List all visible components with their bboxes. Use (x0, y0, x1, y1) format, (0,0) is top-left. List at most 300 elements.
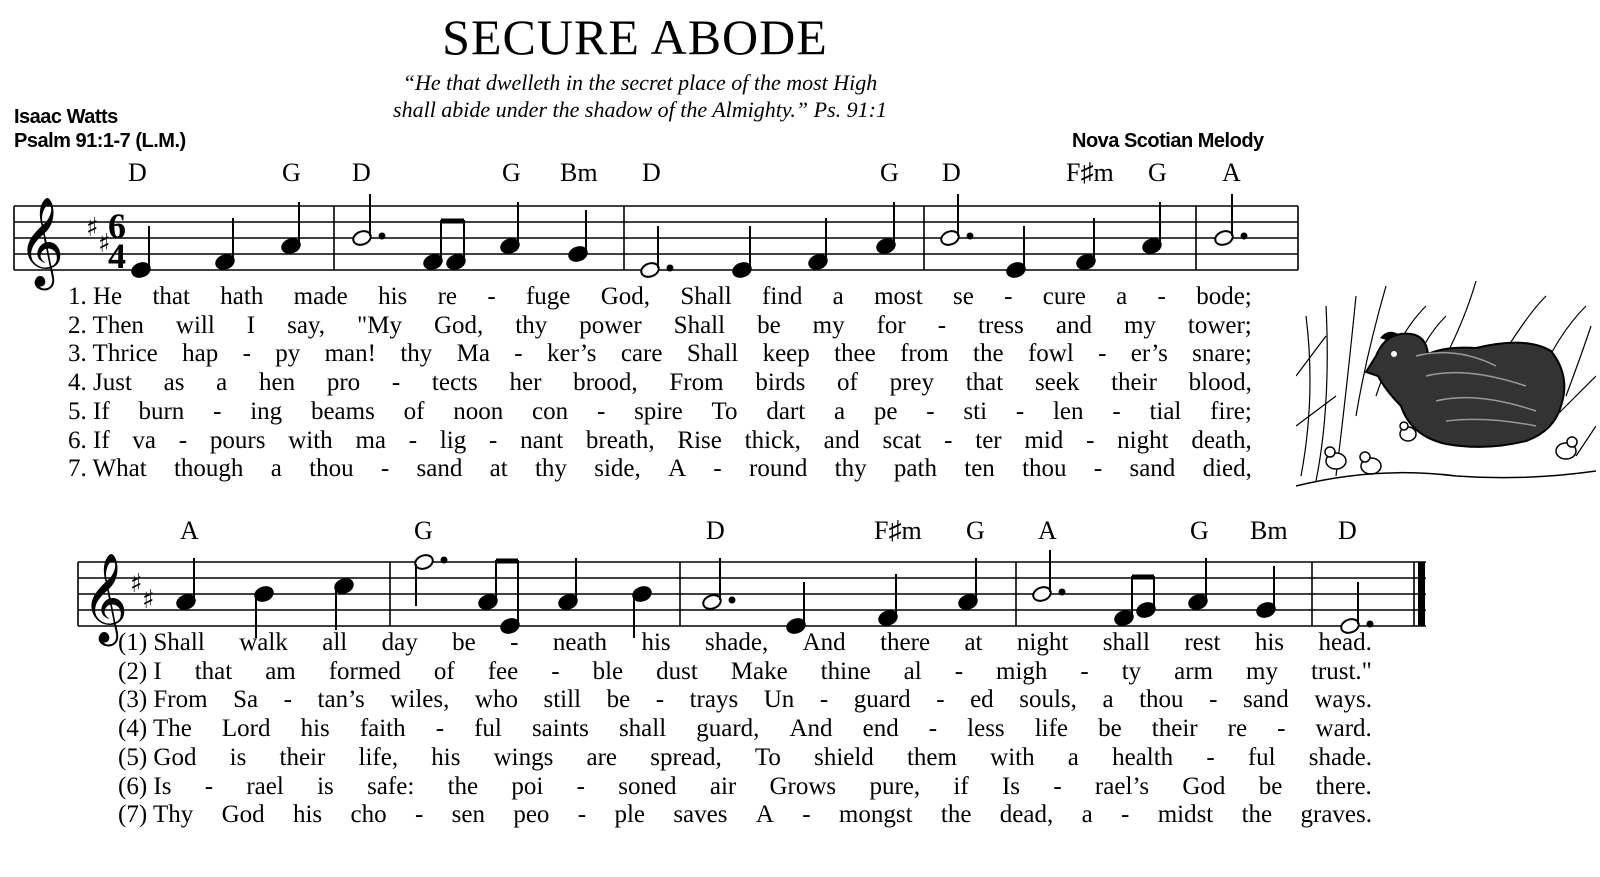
lyric-syllable: his (431, 743, 461, 771)
lyric-syllable: - (1209, 686, 1218, 714)
lyric-syllable: tects (431, 369, 478, 397)
time-signature-bottom: 4 (108, 236, 126, 276)
lyric-syllable: as (163, 369, 185, 397)
lyric-syllable: hap (182, 340, 219, 368)
lyric-syllable: se (953, 283, 974, 310)
lyric-syllable: - (435, 715, 445, 743)
lyric-syllable: thick, (744, 426, 801, 454)
chord-symbol: D (352, 158, 371, 187)
lyric-syllable: saves (673, 801, 728, 829)
lyric-syllable: who (474, 686, 518, 714)
lyric-syllable: ter (975, 426, 1002, 454)
lyric-syllable: fee (487, 657, 519, 685)
lyric-syllable: saints (531, 715, 589, 743)
lyric-syllable: ple (614, 801, 645, 829)
lyric-syllable: A (755, 801, 774, 829)
lyric-syllable: shade, (705, 629, 769, 656)
lyric-syllable: And (789, 715, 833, 743)
lyric-syllable: dust (656, 657, 698, 685)
lyric-syllable: tan’s (317, 686, 365, 714)
lyric-syllable: am (265, 657, 296, 685)
lyric-syllable: souls, (1019, 686, 1077, 714)
lyric-syllable: thou (309, 455, 354, 483)
lyric-syllable: man! (324, 340, 376, 368)
lyric-syllable: ward. (1315, 715, 1372, 743)
lyric-syllable: end (862, 715, 899, 743)
lyric-syllable: - (1086, 426, 1095, 454)
lyric-syllable: shall (1102, 629, 1150, 656)
lyric-syllable: And (802, 629, 846, 656)
chord-symbol: G (880, 158, 899, 187)
lyric-syllable: - (1053, 772, 1062, 800)
lyric-line (118, 744, 1372, 772)
chord-symbol: G (414, 516, 433, 545)
lyric-syllable: head. (1318, 629, 1372, 656)
lyric-syllable: his (1254, 629, 1285, 656)
lyric-syllable: shade. (1308, 743, 1372, 771)
hymn-title: SECURE ABODE (442, 9, 828, 65)
lyric-syllable: rael’s (1094, 772, 1150, 800)
lyric-syllable: - (802, 801, 811, 829)
lyric-syllable: his (378, 283, 408, 310)
lyric-syllable: pure, (869, 772, 921, 800)
lyric-syllable: for (876, 311, 906, 339)
lyric-syllable: 5. If (68, 397, 110, 425)
lyric-syllable: con (532, 397, 569, 425)
lyric-line (68, 369, 1252, 397)
lyric-syllable: is (229, 743, 247, 771)
lyric-syllable: guard, (696, 715, 760, 743)
lyric-syllable: re (1227, 715, 1248, 743)
chord-symbol: G (502, 158, 521, 187)
lyric-syllable: ten (964, 455, 995, 483)
lyric-syllable: ty (1121, 657, 1142, 685)
lyric-syllable: God, (433, 311, 484, 339)
lyric-syllable: Un (763, 686, 795, 714)
lyric-syllable: 1. He (68, 283, 123, 310)
lyric-syllable: her (509, 369, 542, 397)
lyric-syllable: er’s (1130, 340, 1168, 368)
lyric-syllable: and (1055, 311, 1092, 339)
lyric-syllable: that (965, 369, 1004, 397)
lyric-syllable: their (1111, 369, 1157, 397)
lyric-syllable: God (221, 801, 265, 829)
lyric-syllable: his (300, 715, 330, 743)
lyric-syllable: sen (451, 801, 485, 829)
lyric-syllable: - (204, 772, 214, 800)
lyric-syllable: A (668, 455, 687, 483)
lyric-syllable: birds (755, 369, 806, 397)
lyric-syllable: a (270, 455, 282, 483)
lyric-syllable: walk (239, 629, 288, 656)
lyric-syllable: say, (287, 311, 326, 339)
lyric-syllable: my (812, 311, 845, 339)
hen-with-chicks-illustration (1296, 276, 1596, 496)
lyric-syllable: fowl (1027, 340, 1074, 368)
lyric-syllable: - (242, 340, 251, 368)
lyric-syllable: scat (882, 426, 922, 454)
lyric-syllable: keep (762, 340, 810, 368)
lyric-syllable: 4. Just (68, 369, 132, 397)
lyric-syllable: of (837, 369, 858, 397)
lyric-syllable: peo (513, 801, 550, 829)
lyric-syllable: - (283, 686, 292, 714)
lyric-syllable: the (940, 801, 972, 829)
lyric-syllable: ways. (1314, 686, 1372, 714)
tune-credit: Nova Scotian Melody (1072, 130, 1264, 152)
lyric-syllable: fire; (1210, 397, 1252, 425)
lyric-syllable: fuge (525, 283, 571, 310)
lyric-syllable: safe: (367, 772, 415, 800)
lyric-syllable: spire (634, 397, 683, 425)
lyric-line (118, 801, 1372, 829)
lyric-syllable: dead, (999, 801, 1054, 829)
lyric-syllable: pro (326, 369, 361, 397)
lyric-syllable: poi (511, 772, 544, 800)
epigraph-line-2: shall abide under the shadow of the Almighty.” Ps. 91:1 (393, 97, 887, 122)
chord-symbol: A (1222, 158, 1241, 187)
lyric-syllable: migh (996, 657, 1048, 685)
lyric-syllable: From (669, 369, 724, 397)
lyric-syllable: be (452, 629, 476, 656)
lyric-syllable: my (1246, 657, 1278, 685)
lyric-syllable: - (1206, 743, 1215, 771)
lyric-syllable: - (489, 426, 498, 454)
lyric-syllable: noon (453, 397, 504, 425)
lyric-syllable: - (954, 657, 964, 685)
lyric-syllable: al (903, 657, 922, 685)
chord-symbol: Bm (560, 158, 598, 187)
lyric-syllable: thou (1022, 455, 1067, 483)
lyric-syllable: 6. If (68, 426, 110, 454)
lyric-syllable: rest (1184, 629, 1221, 656)
lyric-syllable: death, (1191, 426, 1252, 454)
lyric-syllable: I (246, 311, 256, 339)
lyric-syllable: - (1004, 283, 1013, 310)
lyric-syllable: life, (358, 743, 399, 771)
lyric-syllable: air (709, 772, 737, 800)
lyric-syllable: - (926, 397, 935, 425)
chord-symbol: F♯m (874, 516, 922, 545)
lyric-syllable: faith (359, 715, 406, 743)
lyric-syllable: Shall (686, 340, 739, 368)
lyric-syllable: tower; (1187, 311, 1252, 339)
lyric-line (118, 658, 1372, 686)
lyric-syllable: Sa (233, 686, 259, 714)
lyric-syllable: sti (963, 397, 988, 425)
lyric-syllable: trays (689, 686, 739, 714)
lyric-line (68, 283, 1252, 311)
lyric-syllable: - (514, 340, 523, 368)
lyric-syllable: blood, (1188, 369, 1252, 397)
lyric-syllable: guard (853, 686, 911, 714)
lyric-syllable: lig (439, 426, 467, 454)
lyric-syllable: ing (250, 397, 283, 425)
lyric-line (118, 773, 1372, 801)
lyric-syllable: died, (1202, 455, 1252, 483)
lyric-syllable: at (964, 629, 983, 656)
chord-symbol: D (1338, 516, 1357, 545)
lyric-syllable: To (711, 397, 738, 425)
lyric-syllable: find (762, 283, 803, 310)
chord-symbol: F♯m (1066, 158, 1114, 187)
lyric-syllable: if (953, 772, 969, 800)
lyric-syllable: - (380, 455, 390, 483)
lyric-syllable: his (641, 629, 671, 656)
chord-symbol: G (282, 158, 301, 187)
lyric-syllable: breath, (585, 426, 655, 454)
lyric-syllable: round (749, 455, 808, 483)
lyric-syllable: wings (493, 743, 554, 771)
lyric-syllable: - (1080, 657, 1089, 685)
chord-symbol: A (1038, 516, 1057, 545)
lyric-syllable: re (437, 283, 458, 310)
treble-clef-icon: 𝄞 (82, 553, 129, 643)
lyric-syllable: ed (970, 686, 994, 714)
lyric-syllable: "My (357, 311, 402, 339)
lyric-syllable: the (447, 772, 479, 800)
lyric-syllable: pe (873, 397, 898, 425)
lyric-syllable: (5) God (118, 743, 197, 771)
lyric-syllable: Grows (769, 772, 837, 800)
lyric-syllable: a (1067, 743, 1079, 771)
lyric-syllable: most (874, 283, 923, 310)
lyric-syllable: ful (474, 715, 502, 743)
lyric-syllable: nant (520, 426, 564, 454)
lyric-syllable: made (293, 283, 348, 310)
lyric-syllable: Is (1001, 772, 1021, 800)
lyric-syllable: formed (328, 657, 401, 685)
lyric-syllable: night (1016, 629, 1069, 656)
lyric-syllable: there (880, 629, 931, 656)
lyric-syllable: - (1015, 397, 1025, 425)
lyric-syllable: that (194, 657, 233, 685)
sharp-icon: ♯ (130, 569, 143, 599)
lyric-syllable: Rise (677, 426, 722, 454)
lyric-syllable: with (288, 426, 333, 454)
lyric-line (118, 629, 1372, 657)
lyric-line (68, 455, 1252, 483)
lyric-syllable: pours (209, 426, 266, 454)
chord-symbol: D (942, 158, 961, 187)
chord-symbol: D (642, 158, 661, 187)
lyric-syllable: - (414, 801, 424, 829)
lyric-syllable: at (489, 455, 508, 483)
treble-clef-icon: 𝄞 (18, 197, 65, 287)
lyric-line (118, 715, 1372, 743)
lyric-syllable: soned (618, 772, 677, 800)
lyric-syllable: mid (1024, 426, 1064, 454)
lyric-syllable: them (906, 743, 957, 771)
lyric-syllable: be (1098, 715, 1122, 743)
lyric-syllable: bode; (1196, 283, 1252, 310)
lyric-syllable: all (322, 629, 348, 656)
lyric-syllable: wiles, (390, 686, 450, 714)
lyric-syllable: thou (1139, 686, 1184, 714)
lyric-syllable: day (381, 629, 418, 656)
lyric-syllable: God, (600, 283, 651, 310)
chord-symbol: G (1148, 158, 1167, 187)
lyric-syllable: cure (1042, 283, 1086, 310)
lyric-syllable: - (944, 426, 953, 454)
lyric-syllable: will (175, 311, 215, 339)
lyric-syllable: - (1121, 801, 1130, 829)
lyric-syllable: that (152, 283, 190, 310)
lyric-syllable: - (577, 801, 587, 829)
lyric-syllable: - (655, 686, 665, 714)
lyric-syllable: is (317, 772, 334, 800)
lyric-syllable: graves. (1300, 801, 1372, 829)
lyric-syllable: Lord (221, 715, 271, 743)
lyric-syllable: ful (1247, 743, 1276, 771)
lyric-syllable: thy (515, 311, 548, 339)
lyric-syllable: - (178, 426, 188, 454)
scripture-credit: Psalm 91:1-7 (L.M.) (14, 130, 186, 152)
lyric-line (68, 312, 1252, 340)
lyric-syllable: tress (978, 311, 1024, 339)
lyric-syllable: - (408, 426, 418, 454)
lyric-syllable: tial (1149, 397, 1182, 425)
lyric-syllable: - (487, 283, 496, 310)
lyric-syllable: - (391, 369, 401, 397)
lyric-syllable: thy (834, 455, 867, 483)
lyric-syllable: cho (350, 801, 387, 829)
epigraph-line-1: “He that dwelleth in the secret place of the most High (402, 70, 878, 95)
lyric-syllable: 3. Thrice (68, 340, 158, 368)
lyric-syllable: brood, (573, 369, 638, 397)
lyric-syllable: Ma (456, 340, 490, 368)
lyric-syllable: neath (552, 629, 608, 656)
lyric-syllable: - (551, 657, 560, 685)
sharp-icon: ♯ (98, 229, 111, 259)
lyric-line (68, 340, 1252, 368)
lyric-syllable: - (928, 715, 938, 743)
lyric-syllable: sand (1242, 686, 1289, 714)
lyric-syllable: mongst (838, 801, 913, 829)
lyric-syllable: trust." (1310, 657, 1372, 685)
lyric-syllable: thy (534, 455, 567, 483)
author-credit: Isaac Watts (14, 106, 118, 128)
lyric-line (68, 427, 1252, 455)
chord-symbol: A (180, 516, 199, 545)
chord-symbol: D (128, 158, 147, 187)
lyric-syllable: rael (246, 772, 284, 800)
lyric-syllable: power (579, 311, 642, 339)
lyric-syllable: their (279, 743, 326, 771)
lyric-syllable: - (1112, 397, 1121, 425)
lyric-line (118, 686, 1372, 714)
lyric-syllable: (7) Thy (118, 801, 194, 829)
lyric-syllable: spread, (650, 743, 722, 771)
lyric-syllable: my (1123, 311, 1156, 339)
lyric-syllable: night (1117, 426, 1169, 454)
lyric-syllable: (6) Is (118, 772, 172, 800)
sharp-icon: ♯ (142, 585, 155, 615)
lyric-syllable: hath (220, 283, 264, 310)
lyric-syllable: with (990, 743, 1035, 771)
sharp-icon: ♯ (86, 213, 99, 243)
lyric-syllable: less (967, 715, 1005, 743)
lyric-syllable: - (576, 772, 585, 800)
lyric-syllable: a (832, 283, 844, 310)
lyric-syllable: a (1116, 283, 1128, 310)
lyric-syllable: be (1258, 772, 1283, 800)
lyric-syllable: - (713, 455, 722, 483)
lyric-syllable: ker’s (546, 340, 597, 368)
lyric-syllable: - (510, 629, 519, 656)
lyric-syllable: sand (416, 455, 463, 483)
lyric-syllable: a (833, 397, 846, 425)
lyric-syllable: To (754, 743, 781, 771)
lyric-syllable: sand (1129, 455, 1176, 483)
lyric-syllable: - (936, 686, 945, 714)
lyric-syllable: a (1081, 801, 1093, 829)
lyric-syllable: though (173, 455, 244, 483)
lyric-syllable: (1) Shall (118, 629, 205, 656)
chord-symbol: D (706, 516, 725, 545)
lyric-syllable: - (819, 686, 829, 714)
lyric-syllable: shield (814, 743, 874, 771)
lyric-syllable: - (1098, 340, 1107, 368)
lyric-syllable: burn (138, 397, 185, 425)
lyric-line (68, 398, 1252, 426)
chord-symbol: Bm (1250, 516, 1288, 545)
lyric-syllable: 7. What (68, 455, 147, 483)
lyric-syllable: snare; (1192, 340, 1252, 368)
lyric-syllable: a (1102, 686, 1114, 714)
lyric-syllable: 2. Then (68, 311, 144, 339)
lyric-syllable: be (757, 311, 781, 339)
lyric-syllable: (2) I (118, 657, 162, 685)
lyric-syllable: thy (400, 340, 433, 368)
lyric-syllable: (4) The (118, 715, 192, 743)
lyric-syllable: - (213, 397, 222, 425)
lyric-syllable: len (1052, 397, 1084, 425)
lyric-syllable: - (1093, 455, 1103, 483)
lyric-syllable: midst (1157, 801, 1214, 829)
lyric-syllable: hen (259, 369, 296, 397)
lyric-syllable: a (216, 369, 228, 397)
lyric-syllable: Shall (680, 283, 732, 310)
lyric-syllable: - (1277, 715, 1286, 743)
lyric-syllable: care (620, 340, 663, 368)
lyric-syllable: be (606, 686, 631, 714)
lyric-syllable: thee (834, 340, 876, 368)
lyric-syllable: (3) From (118, 686, 208, 714)
lyric-syllable: their (1151, 715, 1198, 743)
time-signature-top: 6 (108, 206, 126, 246)
lyric-syllable: thine (820, 657, 871, 685)
lyric-syllable: Make (730, 657, 788, 685)
chord-symbol: G (966, 516, 985, 545)
lyric-syllable: ble (592, 657, 624, 685)
lyric-syllable: beams (310, 397, 375, 425)
lyric-syllable: are (586, 743, 618, 771)
lyric-syllable: and (823, 426, 860, 454)
lyric-syllable: prey (889, 369, 934, 397)
lyric-syllable: side, (594, 455, 641, 483)
lyric-syllable: his (292, 801, 323, 829)
lyric-syllable: py (275, 340, 301, 368)
lyric-syllable: - (937, 311, 947, 339)
lyric-syllable: of (403, 397, 425, 425)
lyric-syllable: from (900, 340, 949, 368)
lyric-syllable: the (1241, 801, 1273, 829)
lyric-syllable: of (433, 657, 455, 685)
lyric-syllable: va (132, 426, 157, 454)
lyric-syllable: still (543, 686, 582, 714)
lyric-syllable: God (1182, 772, 1226, 800)
